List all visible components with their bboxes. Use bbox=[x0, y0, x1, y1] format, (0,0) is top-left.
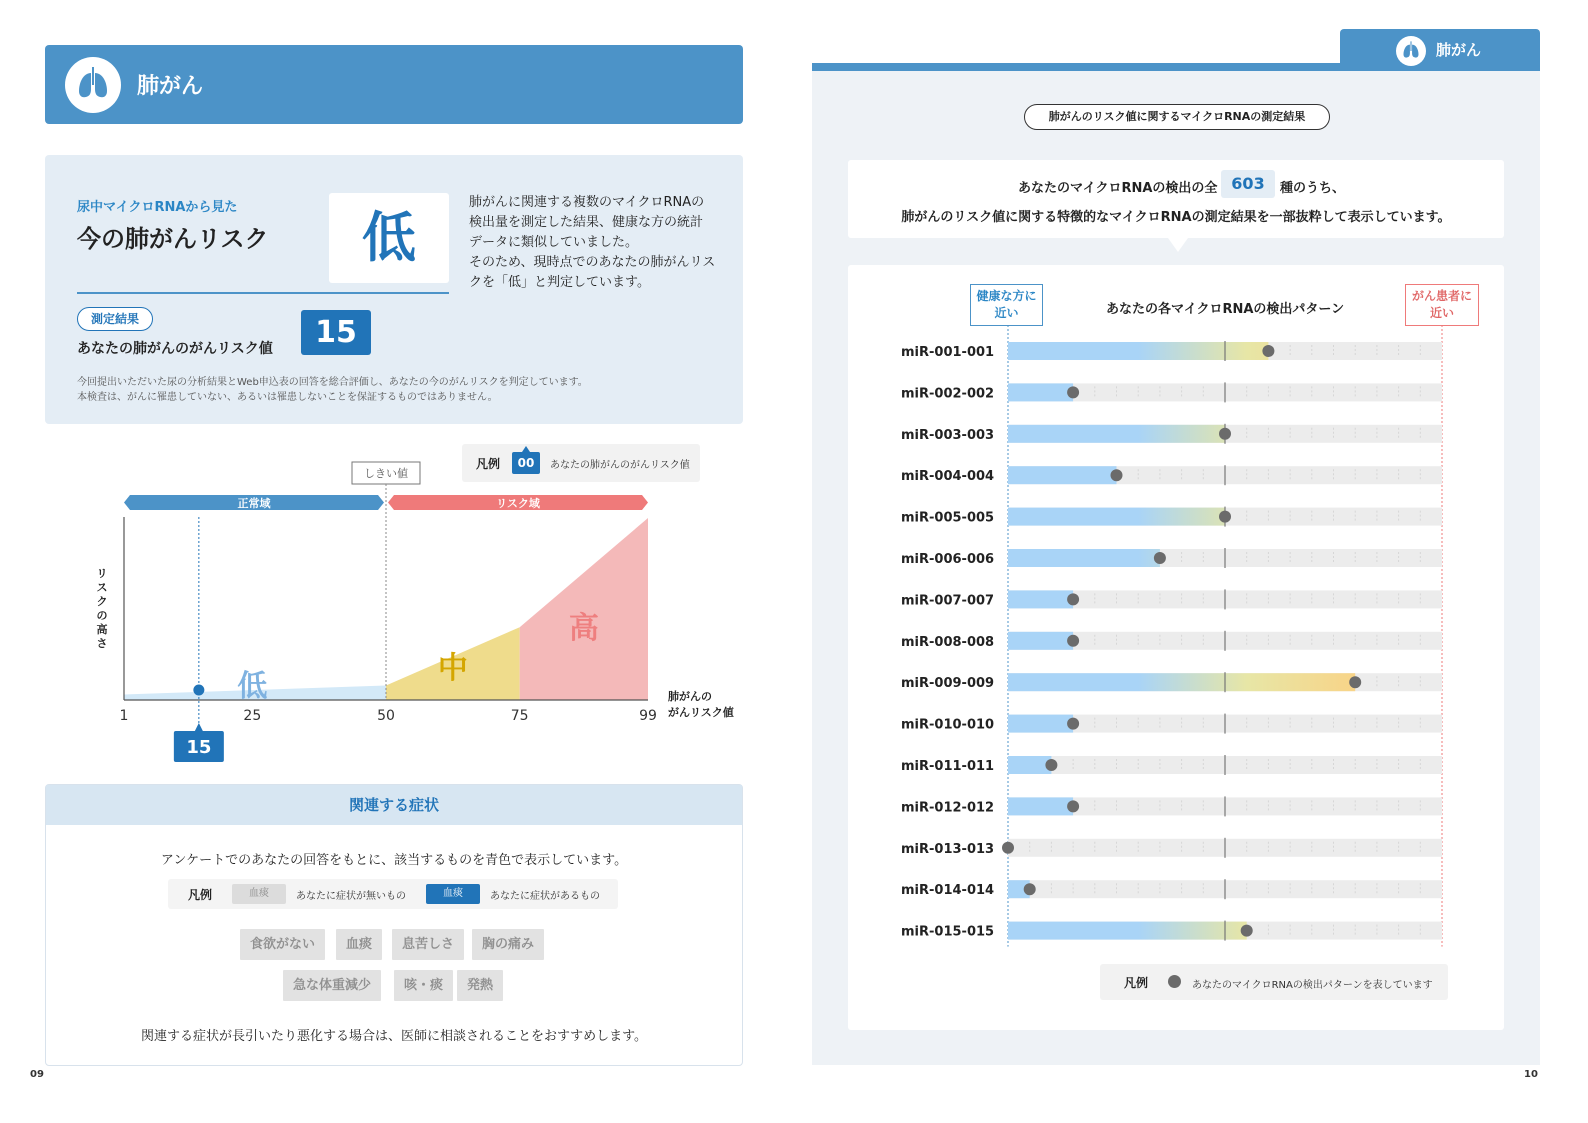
risk-description bbox=[469, 193, 727, 293]
result-tag: 測定結果 bbox=[77, 307, 153, 331]
mirna-dot bbox=[1045, 759, 1057, 771]
speech-pointer bbox=[1168, 238, 1188, 252]
symptom-tag: 食欲がない bbox=[240, 929, 325, 960]
page-title: 肺がん bbox=[137, 74, 204, 99]
x-axis-label: がんリスク値 bbox=[668, 706, 734, 719]
disclaimer-line: 今回提出いただいた尿の分析結果とWeb申込表の回答を総合評価し、あなたの今のがんリスクを判定しています。 bbox=[77, 377, 588, 388]
lungs-icon bbox=[65, 57, 121, 113]
risk-title: 今の肺がんリスク bbox=[77, 225, 269, 253]
x-tick-label: 25 bbox=[243, 708, 262, 724]
risk-description-line: 検出量を測定した結果、健康な方の統計 bbox=[469, 215, 704, 230]
x-tick-label: 1 bbox=[119, 708, 129, 724]
intro-line-1a: あなたのマイクロRNAの検出の全 bbox=[1018, 181, 1218, 196]
mirna-label: miR-011-011 bbox=[901, 759, 995, 774]
mirna-fill bbox=[1008, 342, 1268, 360]
risk-description-line: 肺がんに関連する複数のマイクロRNAの bbox=[469, 195, 705, 210]
zone-label: リスク域 bbox=[496, 497, 540, 510]
symptom-tag: 息苦しさ bbox=[392, 929, 464, 960]
mirna-label: miR-008-008 bbox=[901, 634, 995, 650]
mirna-label: miR-012-012 bbox=[901, 800, 995, 816]
divider bbox=[77, 292, 449, 294]
legend-chip-pointer bbox=[522, 446, 530, 452]
healthy-label-line: 健康な方に bbox=[976, 289, 1037, 303]
y-axis-label: 高 bbox=[96, 623, 108, 636]
risk-band-label: 中 bbox=[437, 651, 468, 686]
risk-value: 15 bbox=[301, 310, 371, 355]
cancer-label-line: がん患者に bbox=[1411, 289, 1472, 303]
mirna-dot bbox=[1262, 345, 1274, 357]
risk-value-label: あなたの肺がんのがんリスク値 bbox=[77, 341, 273, 357]
page-number: 09 bbox=[30, 1069, 44, 1080]
x-tick-label: 50 bbox=[377, 708, 395, 724]
mirna-dot bbox=[1024, 883, 1036, 895]
y-axis-label: さ bbox=[96, 637, 108, 650]
intro-line-2: 肺がんのリスク値に関する特徴的なマイクロRNAの測定結果を一部抜粋して表示しています。 bbox=[901, 210, 1451, 225]
healthy-label-box bbox=[970, 284, 1043, 326]
symptom-tag: 胸の痛み bbox=[472, 929, 544, 960]
mirna-dot bbox=[1067, 800, 1079, 812]
mirna-dot bbox=[1219, 428, 1231, 440]
mirna-label: miR-014-014 bbox=[901, 883, 995, 899]
mirna-dot bbox=[1219, 511, 1231, 523]
mirna-chart-title: あなたの各マイクロRNAの検出パターン bbox=[1106, 302, 1345, 317]
disclaimer-line: 本検査は、がんに罹患していない、あるいは罹患しないことを保証するものではありません。 bbox=[77, 392, 498, 403]
mirna-label: miR-001-001 bbox=[901, 345, 995, 360]
mirna-fill bbox=[1008, 715, 1073, 733]
legend-text-present: あなたに症状があるもの bbox=[490, 891, 600, 902]
symptom-tag: 咳・痰 bbox=[394, 970, 453, 1001]
mirna-label: miR-015-015 bbox=[901, 924, 995, 940]
cancer-label-line: 近い bbox=[1429, 306, 1454, 320]
risk-band bbox=[520, 518, 648, 700]
page-number: 10 bbox=[1524, 1069, 1538, 1080]
risk-description-line: そのため、現時点でのあなたの肺がんリス bbox=[469, 255, 716, 270]
mirna-label: miR-005-005 bbox=[901, 510, 995, 526]
symptom-tag: 血痰 bbox=[336, 929, 382, 960]
legend-chip-present: 血痰 bbox=[426, 884, 480, 904]
section-pill: 肺がんのリスク値に関するマイクロRNAの測定結果 bbox=[1024, 104, 1330, 130]
y-axis-label: リ bbox=[96, 567, 108, 580]
tab-title: 肺がん bbox=[1436, 41, 1482, 59]
mirna-dot bbox=[1067, 635, 1079, 647]
mirna-fill bbox=[1008, 549, 1160, 567]
mirna-dot bbox=[1111, 469, 1123, 481]
symptoms-intro: アンケートでのあなたの回答をもとに、該当するものを青色で表示しています。 bbox=[160, 853, 628, 868]
mirna-fill bbox=[1008, 466, 1117, 484]
y-axis-label: の bbox=[96, 609, 108, 622]
mirna-fill bbox=[1008, 383, 1073, 401]
risk-description-line: データに類似していました。 bbox=[469, 235, 639, 250]
legend-label: 凡例 bbox=[1124, 976, 1149, 990]
risk-subtitle: 尿中マイクロRNAから見た bbox=[77, 200, 238, 215]
legend-dot bbox=[1168, 975, 1181, 988]
legend-chip: 00 bbox=[512, 452, 540, 474]
mirna-fill bbox=[1008, 673, 1355, 691]
mirna-fill bbox=[1008, 632, 1073, 650]
threshold-label: しきい値 bbox=[364, 467, 408, 480]
mirna-pattern-chart bbox=[848, 325, 1504, 965]
risk-summary-card bbox=[45, 155, 743, 424]
disclaimer bbox=[77, 375, 588, 405]
mirna-label: miR-006-006 bbox=[901, 552, 995, 567]
legend-text-absent: あなたに症状が無いもの bbox=[296, 891, 406, 902]
intro-line-1b: 種のうち、 bbox=[1280, 181, 1346, 196]
x-tick-label: 99 bbox=[639, 708, 657, 724]
page-header bbox=[45, 45, 743, 124]
marker-dot bbox=[193, 685, 204, 696]
symptoms-footer: 関連する症状が長引いたり悪化する場合は、医師に相談されることをおすすめします。 bbox=[140, 1029, 648, 1044]
mirna-label: miR-002-002 bbox=[901, 386, 995, 402]
mirna-label: miR-013-013 bbox=[901, 841, 995, 857]
mirna-dot bbox=[1002, 842, 1014, 854]
mirna-dot bbox=[1241, 925, 1253, 937]
mirna-label: miR-004-004 bbox=[901, 469, 995, 485]
symptom-tag: 急な体重減少 bbox=[283, 970, 381, 1001]
mirna-fill bbox=[1008, 508, 1225, 526]
risk-description-line: クを「低」と判定しています。 bbox=[469, 275, 650, 290]
mirna-label: miR-009-009 bbox=[901, 676, 995, 692]
y-axis-label: ス bbox=[96, 581, 108, 594]
marker-pointer bbox=[195, 723, 203, 731]
x-tick-label: 75 bbox=[510, 708, 529, 724]
cancer-label-box bbox=[1405, 284, 1479, 326]
healthy-label-line: 近い bbox=[994, 306, 1019, 320]
page-tab bbox=[1340, 29, 1540, 71]
mirna-label: miR-003-003 bbox=[901, 427, 995, 443]
risk-level: 低 bbox=[329, 193, 449, 283]
marker-value: 15 bbox=[186, 737, 212, 758]
mirna-label: miR-007-007 bbox=[901, 593, 995, 609]
intro-box bbox=[848, 160, 1504, 238]
mirna-dot bbox=[1067, 718, 1079, 730]
mirna-label: miR-010-010 bbox=[901, 717, 995, 733]
mirna-count: 603 bbox=[1221, 170, 1275, 198]
mirna-legend bbox=[1100, 964, 1448, 1000]
zone-label: 正常域 bbox=[237, 497, 271, 510]
legend-text: あなたの肺がんのがんリスク値 bbox=[550, 460, 690, 471]
risk-chart bbox=[80, 455, 760, 775]
risk-band-label: 低 bbox=[237, 669, 268, 704]
mirna-dot bbox=[1349, 676, 1361, 688]
mirna-fill bbox=[1008, 590, 1073, 608]
mirna-fill bbox=[1008, 756, 1051, 774]
mirna-fill bbox=[1008, 425, 1225, 443]
symptoms-legend bbox=[168, 879, 618, 909]
legend-label: 凡例 bbox=[188, 888, 213, 902]
mirna-chart-card bbox=[848, 265, 1504, 1030]
y-axis-label: ク bbox=[96, 595, 108, 608]
symptoms-card bbox=[45, 784, 743, 1066]
symptom-tag: 発熱 bbox=[457, 970, 503, 1001]
mirna-dot bbox=[1067, 386, 1079, 398]
mirna-dot bbox=[1154, 552, 1166, 564]
legend-chip-absent: 血痰 bbox=[232, 884, 286, 904]
mirna-dot bbox=[1067, 593, 1079, 605]
lungs-icon bbox=[1396, 36, 1426, 66]
symptoms-header: 関連する症状 bbox=[46, 785, 742, 825]
legend-label: 凡例 bbox=[476, 457, 501, 471]
mirna-fill bbox=[1008, 922, 1247, 940]
risk-band-label: 高 bbox=[568, 611, 599, 646]
x-axis-label: 肺がんの bbox=[668, 690, 712, 703]
legend-text: あなたのマイクロRNAの検出パターンを表しています bbox=[1192, 980, 1433, 991]
mirna-fill bbox=[1008, 797, 1073, 815]
